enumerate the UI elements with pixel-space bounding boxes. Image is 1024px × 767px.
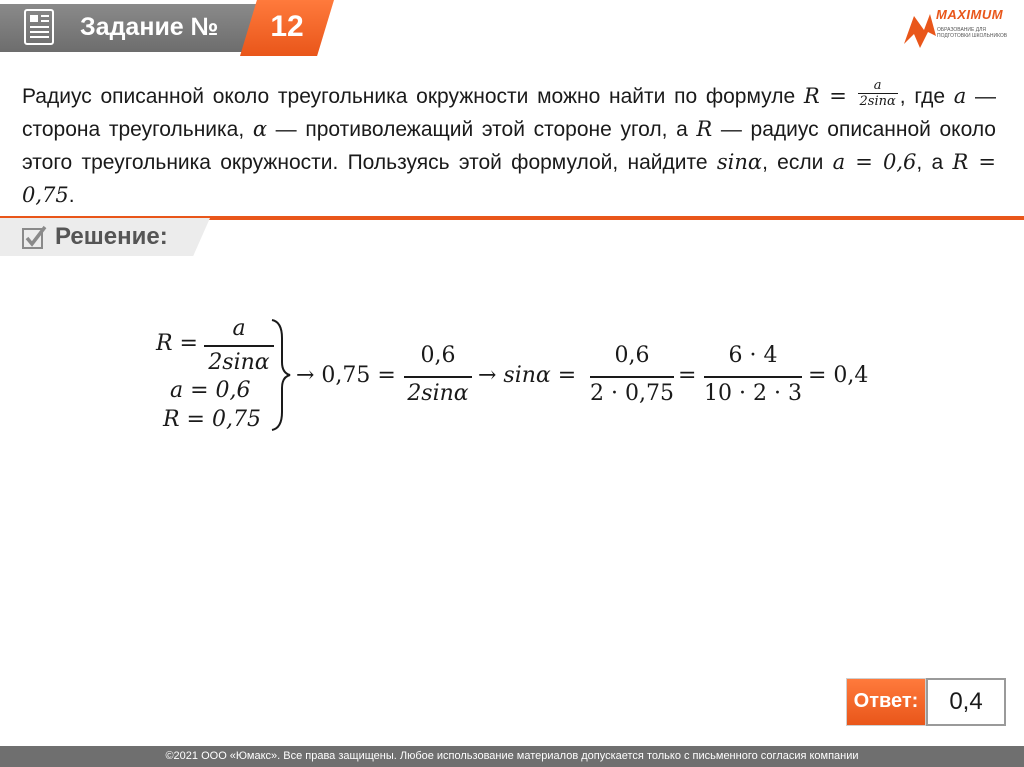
- problem-text-7: , если: [762, 151, 833, 174]
- logo-subtitle: ОБРАЗОВАНИЕ ДЛЯ ПОДГОТОВКИ ШКОЛЬНИКОВ: [937, 27, 1008, 39]
- system-a-line: a = 0,6: [170, 378, 251, 403]
- answer-label: Ответ:: [853, 690, 919, 712]
- checkbox-checked-icon: [20, 223, 48, 251]
- system-r-num: a: [232, 316, 246, 341]
- step2-fraction-line: [590, 376, 674, 378]
- step1-lhs: [296, 363, 396, 389]
- var-a: a: [953, 84, 967, 108]
- page-title: Задание №: [80, 13, 219, 41]
- problem-text-6: — радиус описанной около этого треугольника окружности. Пользуясь этой формулой, найдите: [22, 118, 996, 174]
- system-R-line: R = 0,75: [163, 407, 261, 432]
- problem-text-5: — противолежащий этой стороне угол, а: [267, 118, 697, 141]
- footer-copyright: ©2021 ООО «Юмакс». Все права защищены. Любое использование материалов допускается только с письменного согласия компании: [0, 746, 1024, 767]
- equals-sign: =: [678, 363, 697, 388]
- system-r-den: 2sinα: [208, 350, 270, 375]
- problem-text-2: ,: [899, 85, 906, 108]
- var-alpha: α: [252, 117, 268, 141]
- problem-statement: [22, 77, 996, 212]
- formula-denominator: 2sinα: [859, 93, 896, 109]
- step1-den: 2sinα: [407, 381, 469, 406]
- given-R: R = 0,75: [22, 150, 996, 207]
- formula-numerator: a: [858, 78, 898, 94]
- var-R: R: [696, 117, 713, 141]
- step3-fraction-line: [704, 376, 802, 378]
- given-a: a = 0,6: [832, 150, 917, 174]
- step3-den: 10 · 2 · 3: [704, 381, 802, 406]
- task-number: 12: [270, 10, 304, 43]
- logo-name: MAXIMUM: [936, 7, 1004, 22]
- result: = 0,4: [808, 363, 869, 388]
- step2-den: 2 · 0,75: [590, 381, 674, 406]
- solution-label: Решение:: [55, 223, 168, 250]
- formula-lhs: R =: [803, 84, 847, 108]
- step1-lhs-text: → 0,75 =: [296, 363, 396, 388]
- system-fraction-line: [204, 345, 274, 347]
- target-sin: sinα: [716, 150, 763, 174]
- step1-fraction-line: [404, 376, 472, 378]
- step3-num: 6 · 4: [728, 343, 778, 368]
- problem-text-8: , а: [916, 151, 953, 174]
- right-brace-icon: [268, 318, 292, 432]
- step2-lhs: → sinα =: [478, 363, 577, 388]
- problem-text-9: .: [68, 184, 75, 207]
- problem-text-4: —сторона треугольника,: [22, 85, 996, 141]
- step1-num: 0,6: [420, 343, 456, 368]
- answer-value: 0,4: [949, 688, 983, 715]
- problem-text-1: Радиус описанной около треугольника окружности можно найти по формуле: [22, 85, 804, 108]
- document-icon: [24, 9, 54, 45]
- problem-text-3: где: [914, 85, 954, 108]
- formula-fraction: [858, 78, 898, 109]
- step2-num: 0,6: [614, 343, 650, 368]
- system-r-lhs: R =: [156, 331, 198, 356]
